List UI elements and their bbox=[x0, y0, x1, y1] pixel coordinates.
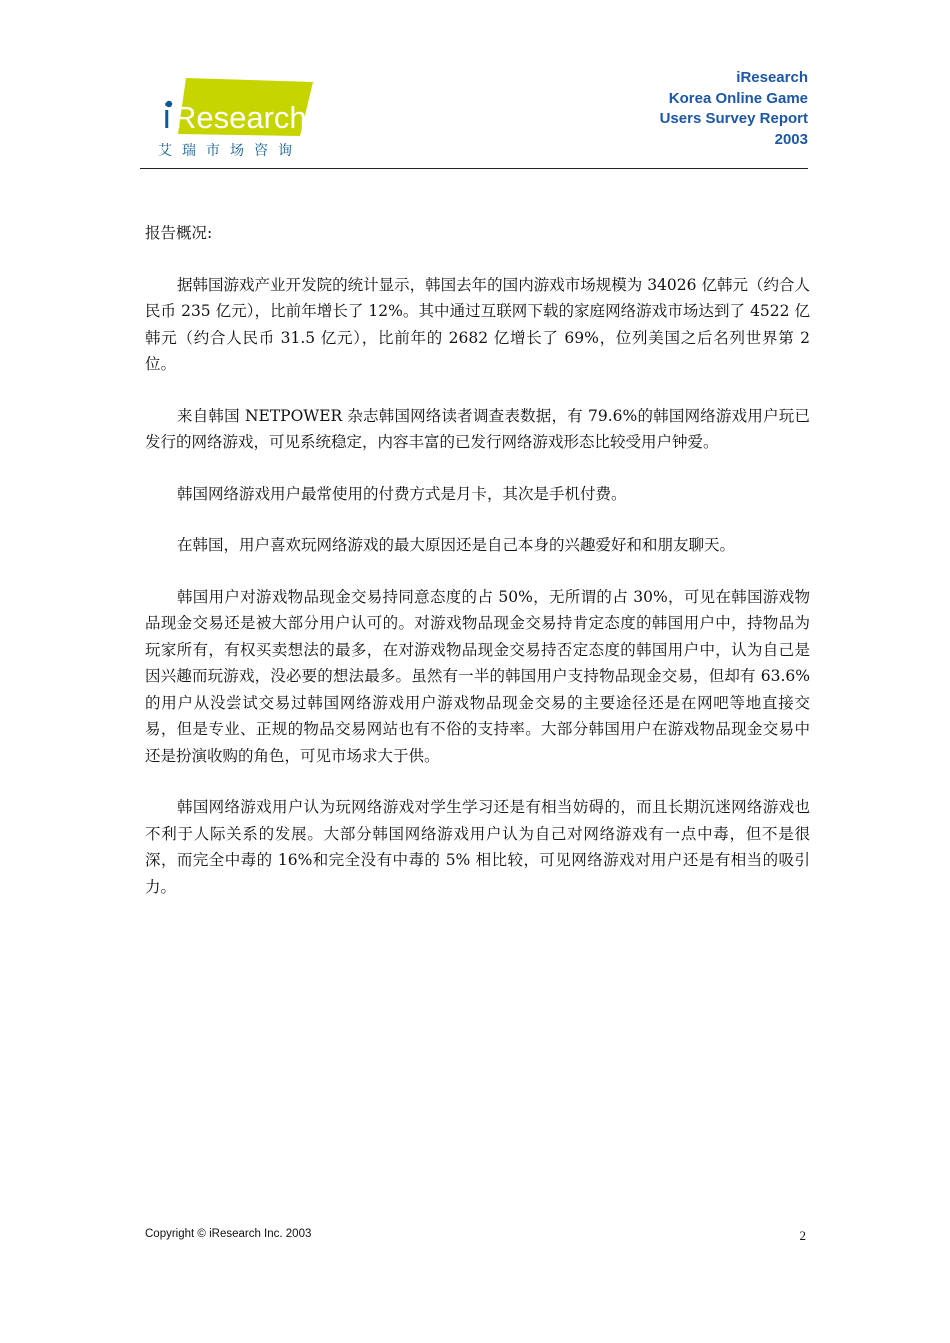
logo-subtitle: 艾瑞市场咨询 bbox=[158, 143, 302, 159]
report-title-line: Korea Online Game bbox=[668, 89, 808, 107]
header-divider bbox=[140, 168, 808, 169]
page-number: 2 bbox=[799, 1228, 806, 1243]
overview-label: 报告概况: bbox=[145, 224, 213, 242]
page-header bbox=[140, 60, 808, 170]
logo-research: Research bbox=[174, 100, 307, 135]
report-title-line: Users Survey Report bbox=[659, 110, 808, 127]
report-title bbox=[660, 68, 808, 150]
body-paragraph: 在韩国，用户喜欢玩网络游戏的最大原因还是自己本身的兴趣爱好和和朋友聊天。 bbox=[177, 536, 736, 554]
body-paragraph: 来自韩国 NETPOWER 杂志韩国网络读者调查表数据，有 79.6%的韩国网络游戏用户玩已发行的网络游戏，可见系统稳定，内容丰富的已发行网络游戏形态比较受用户钟爱。 bbox=[145, 406, 810, 451]
copyright-notice: Copyright © iResearch Inc. 2003 bbox=[145, 1228, 312, 1240]
report-body bbox=[145, 220, 810, 925]
body-paragraph: 韩国网络游戏用户认为玩网络游戏对学生学习还是有相当妨碍的，而且长期沉迷网络游戏也不利于人际关系的发展。大部分韩国网络游戏用户认为自己对网络游戏有一点中毒，但不是很深，而完全中毒的 16%和完全没有中毒的 5% 相比较，可见网络游戏对用户还是有相当的吸引力。 bbox=[145, 798, 810, 896]
body-paragraph: 韩国网络游戏用户最常使用的付费方式是月卡，其次是手机付费。 bbox=[177, 484, 627, 503]
report-title-line: 2003 bbox=[774, 130, 808, 148]
iresearch-logo bbox=[148, 74, 348, 164]
body-paragraph: 韩国用户对游戏物品现金交易持同意态度的占 50%，无所谓的占 30%，可见在韩国游戏物品现金交易还是被大部分用户认可的。对游戏物品现金交易持肯定态度的韩国用户中，持物品为玩家所有，有权买卖想法的最多，在对游戏物品现金交易持否定态度的韩国用户中，认为自己是因兴趣而玩游戏，没必要的想法最多。虽然有一半的韩国用户支持物品现金交易，但却有 63.6%的用户从没尝试交易过韩国网络游戏用户游戏物品现金交易的主要途径还是在网吧等地直接交易，但是专业、正规的物品交易网站也有不俗的支持率。大部分韩国用户在游戏物品现金交易中还是扮演收购的角色，可见市场求大于供。 bbox=[145, 587, 810, 765]
report-title-line: iResearch bbox=[736, 69, 808, 86]
body-paragraph: 据韩国游戏产业开发院的统计显示，韩国去年的国内游戏市场规模为 34026 亿韩元（约合人民币 235 亿元），比前年增长了 12%。其中通过互联网下载的家庭网络游戏市场达到了 4522 亿韩元（约合人民币 31.5 亿元），比前年的 2682 亿增长了 69%，位列美国之后名列世界第 2 位。 bbox=[145, 275, 810, 373]
logo-i: i bbox=[163, 98, 171, 136]
